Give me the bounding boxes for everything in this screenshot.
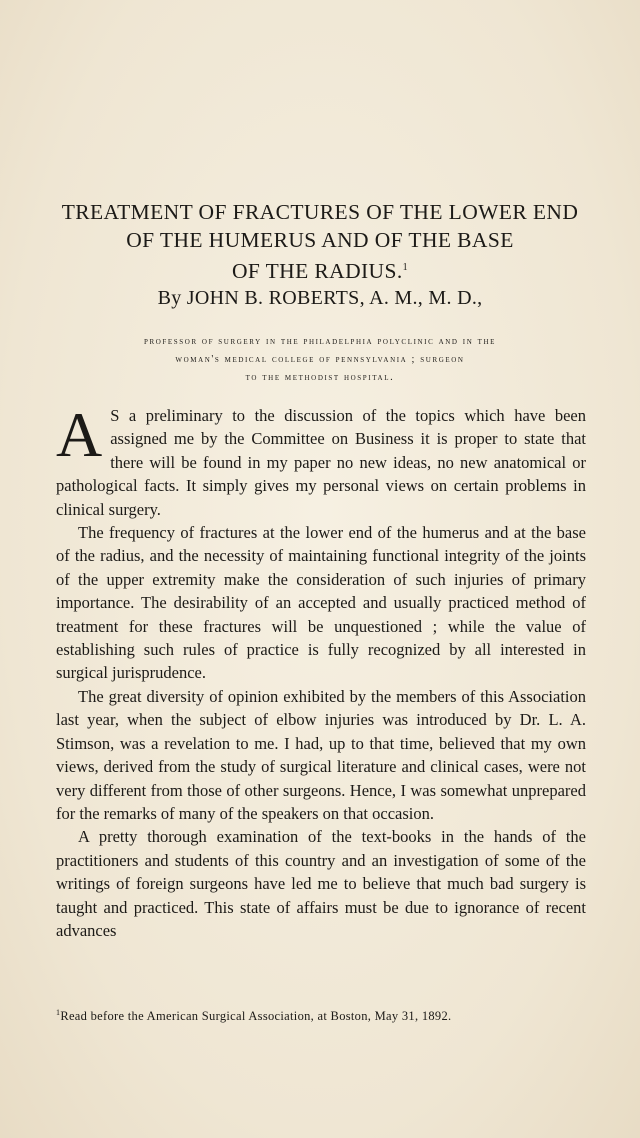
body-text bbox=[56, 399, 586, 942]
footnote-reference: 1 bbox=[402, 262, 409, 273]
title-line-text: OF THE RADIUS. bbox=[231, 259, 403, 284]
paragraph: The frequency of fractures at the lower end of the humerus and at the base of the radius, and the necessity of maintaining functional integrity of the joints of the upper extremity make the consideration of such injuries of primary importance. The desirability of an accepted and usually practiced method of treatment for these fractures will be unquestioned ; while the value of establishing such rules of practice is fully recognized by all interested in surgical jurisprudence. bbox=[56, 523, 586, 683]
footnote-text: Read before the American Surgical Association, at Boston, May 31, 1892. bbox=[60, 1009, 452, 1024]
footnote bbox=[56, 1008, 586, 1024]
author-affiliation bbox=[60, 333, 580, 387]
affiliation-line: professor of surgery in the philadelphia polyclinic and in the bbox=[144, 336, 496, 347]
paragraph bbox=[56, 399, 586, 521]
paragraph: The great diversity of opinion exhibited by the members of this Association last year, when the subject of elbow injuries was introduced by Dr. L. A. Stimson, was a revelation to me. I had, up to that time, believed that my own views, derived from the study of surgical literature and clinical cases, were not very different from those of other surgeons. Hence, I was somewhat unprepared for the remarks of many of the speakers on that occasion. bbox=[56, 686, 586, 823]
affiliation-line: to the methodist hospital. bbox=[245, 372, 395, 383]
drop-cap: A bbox=[56, 399, 103, 470]
footnote-mark: 1 bbox=[56, 1008, 61, 1017]
title-line bbox=[40, 254, 600, 285]
paragraph: A pretty thorough examination of the text-books in the hands of the practitioners and students of this country and an investigation of some of the writings of foreign surgeons have led me to believe that much bad surgery is taught and practiced. This state of affairs must be due to ignorance of recent advances bbox=[56, 827, 586, 940]
author-line: By JOHN B. ROBERTS, A. M., M. D., bbox=[157, 287, 483, 309]
affiliation-line: woman's medical college of pennsylvania ; surgeon bbox=[175, 354, 465, 365]
title-line: OF THE HUMERUS AND OF THE BASE bbox=[126, 228, 514, 252]
paper-title bbox=[40, 198, 600, 285]
paragraph-text: S a preliminary to the discussion of the topics which have been assigned me by the Committee on Business it is proper to state that there will be found in my paper no new ideas, no new anatomical or pathological facts. It simply gives my personal views on certain problems in clinical surgery. bbox=[56, 406, 586, 519]
title-line: TREATMENT OF FRACTURES OF THE LOWER END bbox=[61, 200, 579, 224]
